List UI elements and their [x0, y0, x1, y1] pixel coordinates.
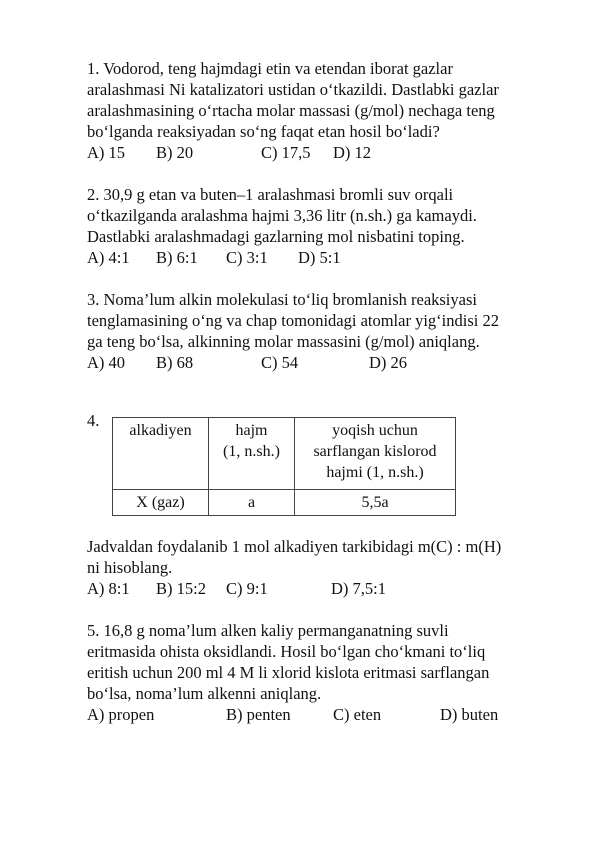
q1-text-line: 1. Vodorod, teng hajmdagi etin va etendan iborat gazlar [87, 59, 453, 78]
q3-option-a: A) 40 [87, 353, 126, 372]
q5-option-c: C) eten [333, 705, 382, 724]
q1-text-line: aralashmasi Ni katalizatori ustidan o‘tkazildi. Dastlabki gazlar [87, 80, 499, 99]
q4-option-c: C) 9:1 [226, 579, 268, 598]
q3-text-line: ga teng bo‘lsa, alkinning molar massasini (g/mol) aniqlang. [87, 332, 480, 351]
q2-option-d: D) 5:1 [298, 248, 341, 267]
q1-option-c: C) 17,5 [261, 143, 311, 162]
q5-option-b: B) penten [226, 705, 291, 724]
q1-option-d: D) 12 [333, 143, 372, 162]
header-kislorod-text: yoqish uchun sarflangan kislorod hajmi (1, n.sh.) [313, 422, 437, 481]
q4-number: 4. [87, 411, 100, 430]
q2-option-a: A) 4:1 [87, 248, 130, 267]
q4-option-a: A) 8:1 [87, 579, 130, 598]
cell-hajm: a [209, 490, 295, 516]
q5-text-line: bo‘lsa, noma’lum alkenni aniqlang. [87, 684, 322, 703]
q1-text-line: aralashmasining o‘rtacha molar massasi (g/mol) nechaga teng [87, 101, 495, 120]
q1-option-b: B) 20 [156, 143, 194, 162]
header-alkadiyen [113, 418, 209, 490]
header-kislorod-hajmi [295, 418, 456, 490]
q1-text-line: bo‘lganda reaksiyadan so‘ng faqat etan hosil bo‘ladi? [87, 122, 440, 141]
q3-option-c: C) 54 [261, 353, 299, 372]
q1-option-a: A) 15 [87, 143, 126, 162]
q4-option-d: D) 7,5:1 [331, 579, 386, 598]
q4-table [112, 417, 456, 516]
header-alkadiyen-text: alkadiyen [129, 422, 192, 439]
table-header-row [113, 418, 456, 490]
cell-kislorod: 5,5a [295, 490, 456, 516]
q4-option-b: B) 15:2 [156, 579, 206, 598]
q3-option-d: D) 26 [369, 353, 408, 372]
q2-text-line: Dastlabki aralashmadagi gazlarning mol nisbatini toping. [87, 227, 465, 246]
q4-text-line: Jadvaldan foydalanib 1 mol alkadiyen tarkibidagi m(C) : m(H) [87, 537, 502, 556]
q3-text-line: 3. Noma’lum alkin molekulasi to‘liq bromlanish reaksiyasi [87, 290, 477, 309]
header-hajm-text: hajm (1, n.sh.) [223, 422, 280, 460]
header-hajm [209, 418, 295, 490]
q2-text-line: 2. 30,9 g etan va buten–1 aralashmasi bromli suv orqali [87, 185, 454, 204]
q5-option-a: A) propen [87, 705, 155, 724]
cell-alkadiyen: X (gaz) [113, 490, 209, 516]
q2-text-line: o‘tkazilganda aralashma hajmi 3,36 litr (n.sh.) ga kamaydi. [87, 206, 477, 225]
q4-text-line: ni hisoblang. [87, 558, 173, 577]
q3-option-b: B) 68 [156, 353, 194, 372]
q2-option-b: B) 6:1 [156, 248, 198, 267]
q3-text-line: tenglamasining o‘ng va chap tomonidagi atomlar yig‘indisi 22 [87, 311, 499, 330]
q5-text-line: 5. 16,8 g noma’lum alken kaliy permanganatning suvli [87, 621, 449, 640]
table-row [113, 490, 456, 516]
q5-text-line: eritish uchun 200 ml 4 M li xlorid kislota eritmasi sarflangan [87, 663, 490, 682]
q5-text-line: eritmasida ohista oksidlandi. Hosil bo‘lgan cho‘kmani to‘liq [87, 642, 486, 661]
q5-option-d: D) buten [440, 705, 499, 724]
q2-option-c: C) 3:1 [226, 248, 268, 267]
